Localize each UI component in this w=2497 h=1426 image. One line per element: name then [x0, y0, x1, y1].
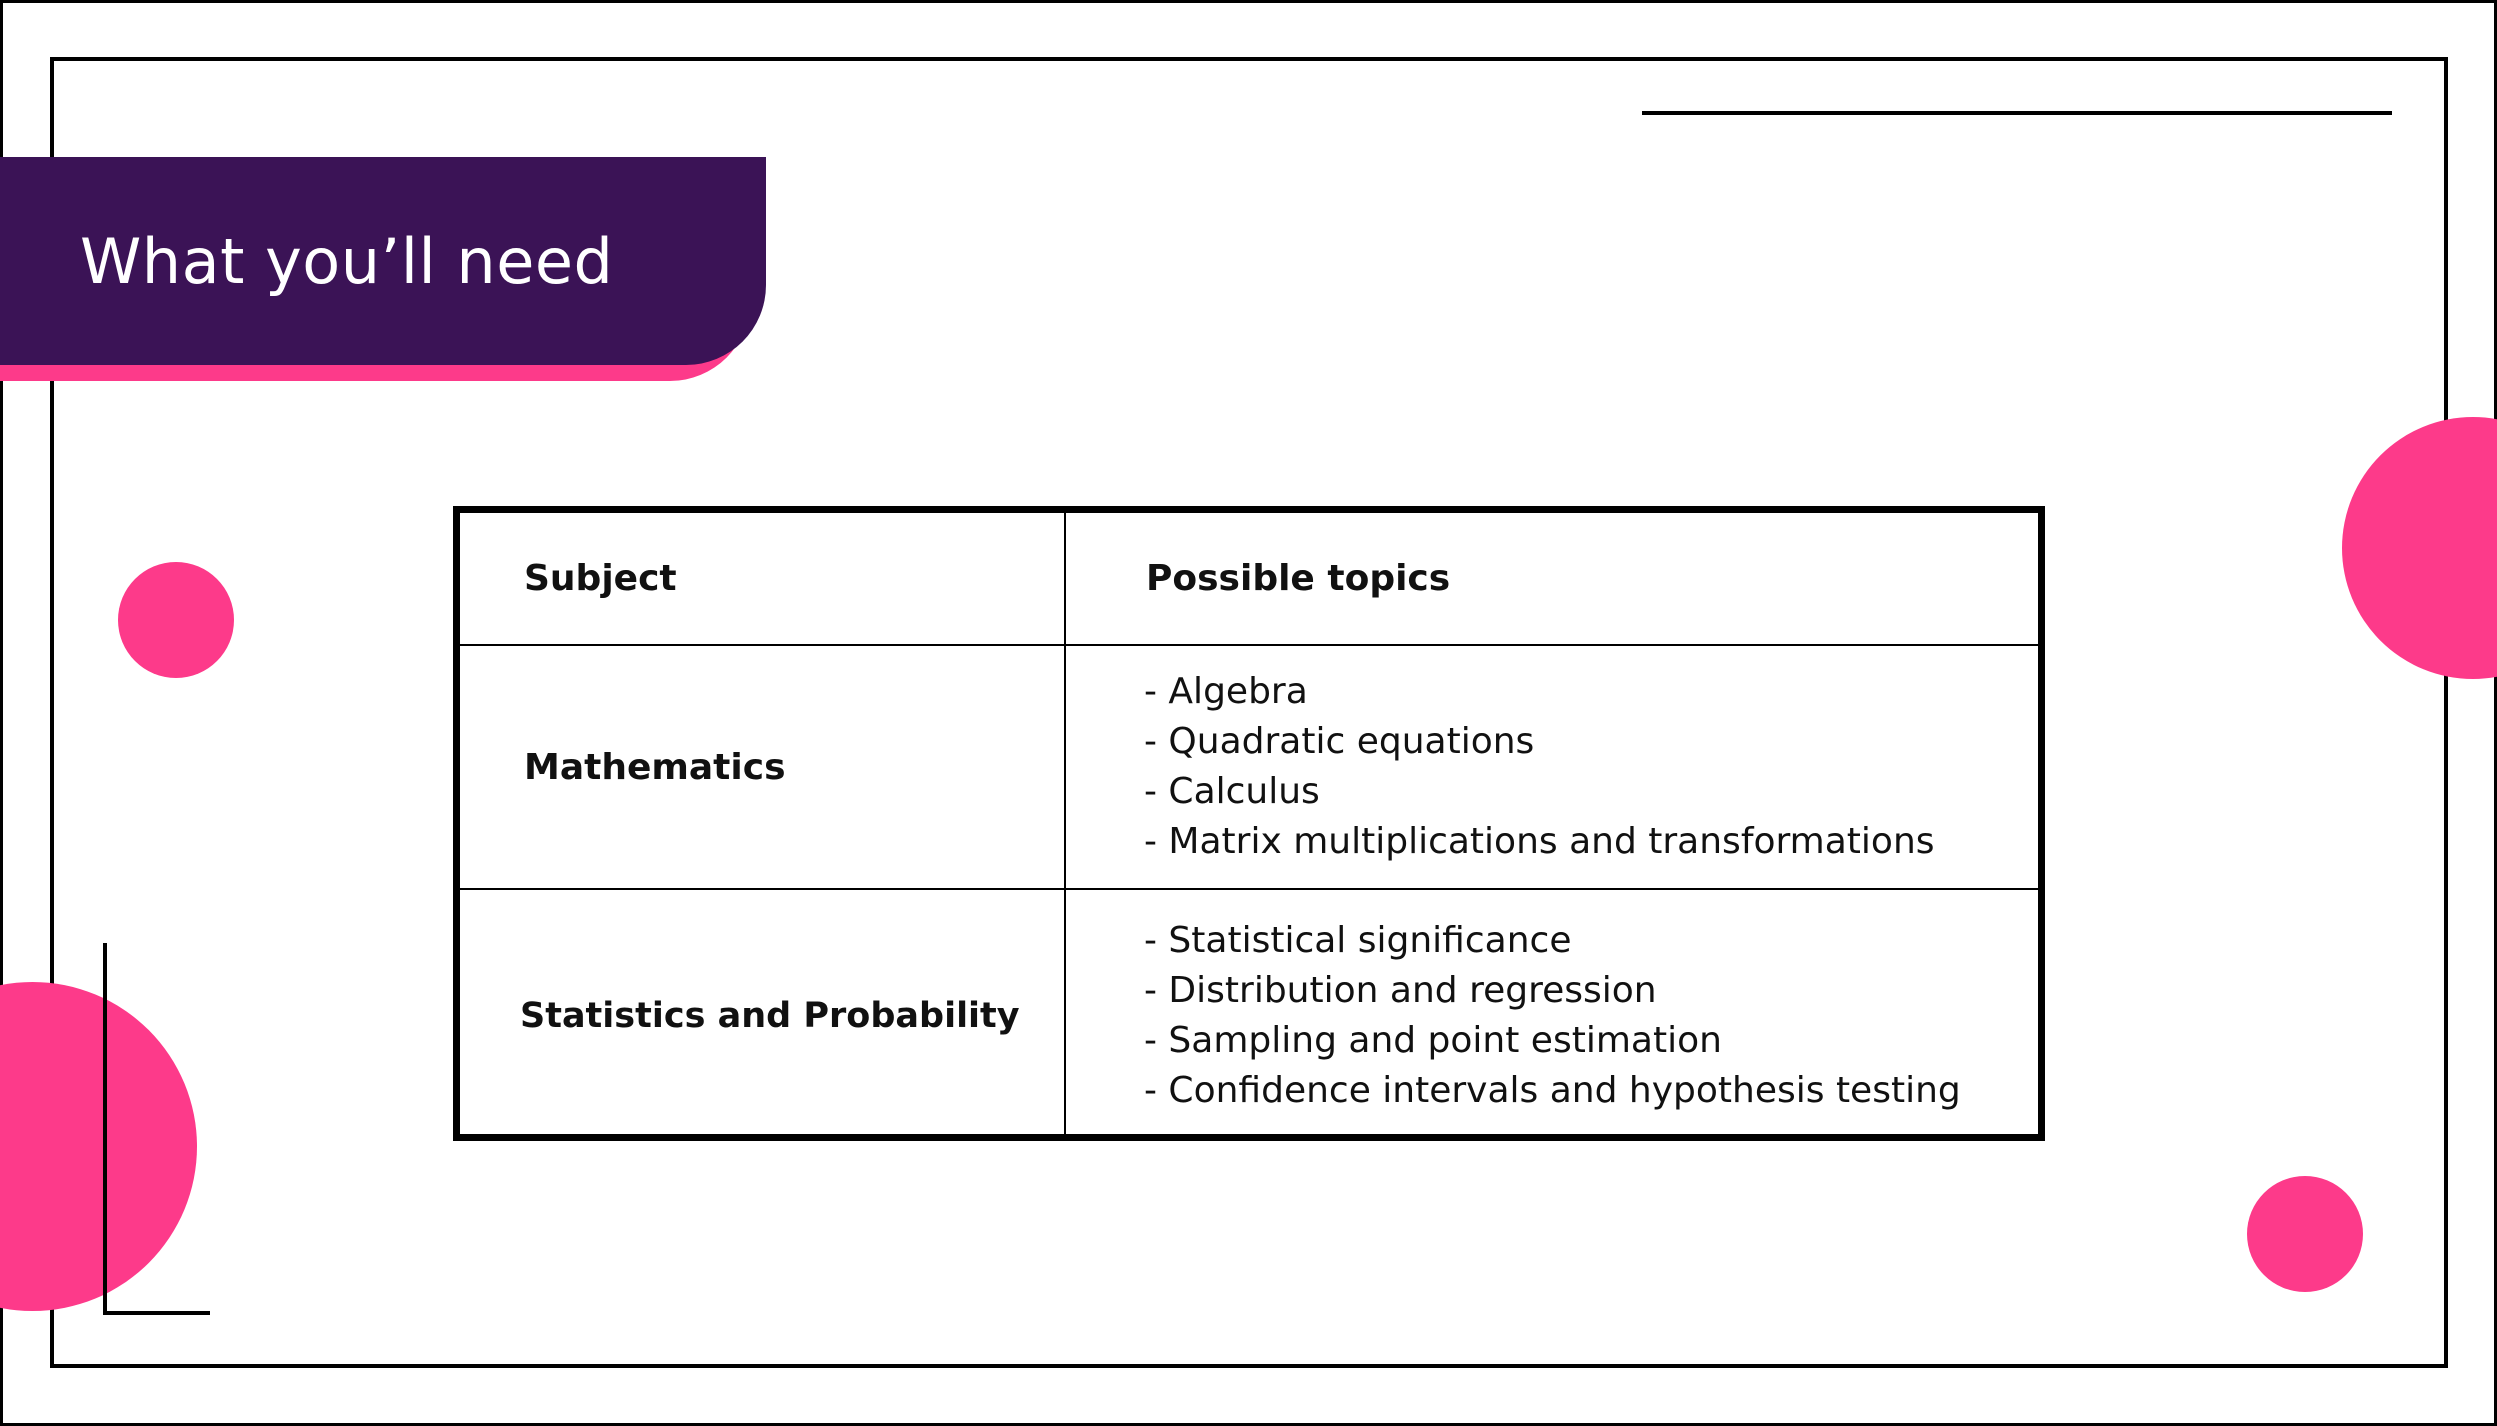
topic-item: - Sampling and point estimation	[1144, 1019, 1722, 1061]
topic-item: - Confidence intervals and hypothesis testing	[1144, 1069, 1961, 1111]
topic-item: - Distribution and regression	[1144, 969, 1657, 1011]
subject-cell: Statistics and Probability	[460, 889, 1065, 1141]
decor-circle-small-left	[118, 562, 234, 678]
decor-circle-small-bottom-right	[2247, 1176, 2363, 1292]
table-row	[460, 889, 2038, 1141]
header-possible-topics: Possible topics	[1065, 513, 2038, 645]
subject-cell: Mathematics	[460, 645, 1065, 889]
top-rule-line	[1642, 111, 2392, 115]
header-subject: Subject	[460, 513, 1065, 645]
topic-item: - Algebra	[1144, 671, 1308, 712]
corner-bracket-horizontal	[103, 1311, 210, 1315]
title-banner	[0, 157, 766, 365]
topics-table	[453, 506, 2045, 1141]
topic-item: - Statistical significance	[1144, 919, 1572, 961]
topic-item: - Quadratic equations	[1144, 721, 1535, 762]
topic-item: - Matrix multiplications and transformations	[1144, 821, 1935, 862]
topics-cell	[1065, 889, 2038, 1141]
topic-item: - Calculus	[1144, 771, 1320, 812]
topics-cell	[1065, 645, 2038, 889]
page-title: What you’ll need	[80, 224, 614, 298]
table-header-row	[460, 513, 2038, 645]
topics-table-grid	[460, 513, 2038, 1141]
corner-bracket-vertical	[103, 943, 107, 1315]
table-row	[460, 645, 2038, 889]
